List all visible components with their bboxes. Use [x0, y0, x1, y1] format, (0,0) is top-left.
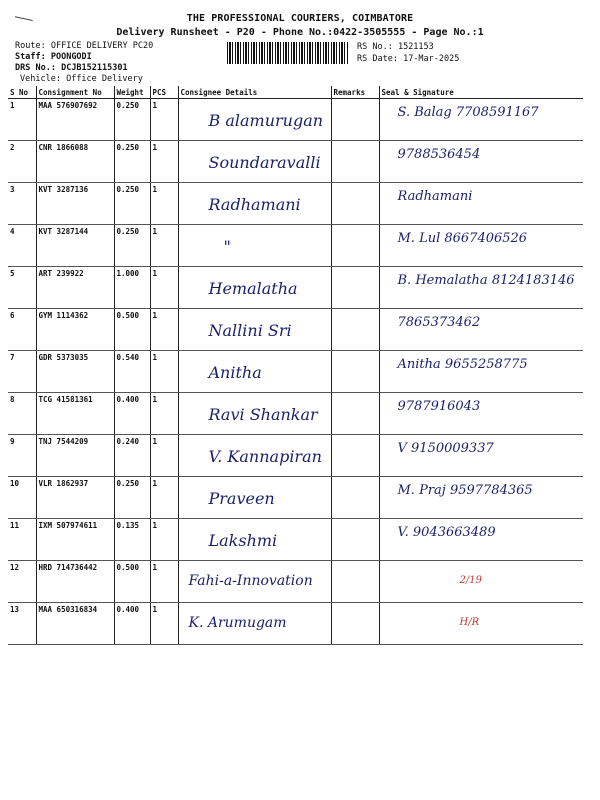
consignment-cell: MAA 650316834 [36, 603, 114, 645]
signature-cell [379, 351, 583, 393]
weight-cell: 0.400 [114, 393, 150, 435]
signature-handwritten: B. Hemalatha 8124183146 [397, 273, 575, 288]
consignee-handwritten: Nallini Sri [208, 321, 292, 340]
weight-cell: 0.250 [114, 183, 150, 225]
col-sno-header: S No [8, 86, 36, 99]
route-line [15, 41, 153, 51]
drs-line [15, 63, 128, 73]
route-label: Route: [15, 41, 46, 51]
remarks-cell [331, 603, 379, 645]
consignment-cell: CNR 1866088 [36, 141, 114, 183]
table-body [8, 99, 583, 645]
consignee-cell [178, 267, 331, 309]
pcs-cell: 1 [150, 561, 178, 603]
table-header-row [8, 86, 583, 99]
consignment-cell: KVT 3287136 [36, 183, 114, 225]
pcs-cell: 1 [150, 267, 178, 309]
consignee-cell [178, 393, 331, 435]
table-row [8, 183, 583, 225]
consignee-cell [178, 225, 331, 267]
consignment-cell: KVT 3287144 [36, 225, 114, 267]
pcs-cell: 1 [150, 519, 178, 561]
signature-cell [379, 435, 583, 477]
barcode-image [227, 42, 349, 64]
pcs-cell: 1 [150, 141, 178, 183]
table-row [8, 267, 583, 309]
consignee-handwritten: Radhamani [208, 195, 301, 214]
weight-cell: 0.500 [114, 309, 150, 351]
table-row [8, 99, 583, 141]
consignee-handwritten: V. Kannapiran [208, 447, 322, 466]
pcs-cell: 1 [150, 183, 178, 225]
sno-cell: 5 [8, 267, 36, 309]
signature-cell [379, 603, 583, 645]
runsheet-subtitle: Delivery Runsheet - P20 - Phone No.:0422-3505555 - Page No.:1 [116, 27, 484, 38]
remarks-cell [331, 309, 379, 351]
sno-cell: 10 [8, 477, 36, 519]
consignment-cell: MAA 576907692 [36, 99, 114, 141]
col-remarks-header: Remarks [331, 86, 379, 99]
weight-cell: 0.250 [114, 225, 150, 267]
weight-cell: 0.400 [114, 603, 150, 645]
consignee-cell [178, 141, 331, 183]
runsheet-table [8, 86, 583, 645]
pcs-cell: 1 [150, 351, 178, 393]
pcs-cell: 1 [150, 309, 178, 351]
remarks-cell [331, 393, 379, 435]
sno-cell: 12 [8, 561, 36, 603]
weight-cell: 0.250 [114, 141, 150, 183]
sno-cell: 4 [8, 225, 36, 267]
pcs-cell: 1 [150, 477, 178, 519]
remarks-cell [331, 561, 379, 603]
signature-cell [379, 561, 583, 603]
weight-cell: 0.500 [114, 561, 150, 603]
remarks-cell [331, 267, 379, 309]
sno-cell: 7 [8, 351, 36, 393]
signature-handwritten: H/R [459, 617, 480, 628]
consignee-cell [178, 561, 331, 603]
consignee-cell [178, 477, 331, 519]
table-row [8, 477, 583, 519]
consignee-handwritten: K. Arumugam [188, 615, 287, 631]
weight-cell: 0.240 [114, 435, 150, 477]
signature-handwritten: 2/19 [459, 575, 482, 586]
signature-cell [379, 225, 583, 267]
table-row [8, 603, 583, 645]
weight-cell: 0.135 [114, 519, 150, 561]
consignment-cell: IXM 507974611 [36, 519, 114, 561]
signature-cell [379, 141, 583, 183]
table-row [8, 225, 583, 267]
rs-date-value: 17-Mar-2025 [403, 54, 460, 64]
signature-handwritten: 9787916043 [397, 399, 481, 414]
weight-cell: 0.250 [114, 99, 150, 141]
table-row [8, 519, 583, 561]
consignment-cell: VLR 1862937 [36, 477, 114, 519]
weight-cell: 0.250 [114, 477, 150, 519]
signature-cell [379, 309, 583, 351]
rs-no-value: 1521153 [397, 42, 434, 52]
col-pcs-header: PCS [150, 86, 178, 99]
consignment-cell: TNJ 7544209 [36, 435, 114, 477]
signature-cell [379, 183, 583, 225]
signature-cell [379, 519, 583, 561]
consignee-handwritten: Praveen [208, 489, 275, 508]
signature-handwritten: V. 9043663489 [397, 525, 496, 540]
consignee-handwritten: Fahi-a-Innovation [188, 573, 313, 589]
rs-no-label: RS No.: [357, 42, 393, 52]
col-consignee-header: Consignee Details [178, 86, 331, 99]
consignee-handwritten: Lakshmi [208, 531, 278, 550]
staff-label: Staff: [15, 52, 46, 62]
weight-cell: 1.000 [114, 267, 150, 309]
consignment-cell: GDR 5373035 [36, 351, 114, 393]
consignee-cell [178, 99, 331, 141]
rs-date-label: RS Date: [357, 54, 398, 64]
remarks-cell [331, 225, 379, 267]
consignee-handwritten: Anitha [208, 363, 262, 382]
sno-cell: 1 [8, 99, 36, 141]
signature-handwritten: 9788536454 [397, 147, 481, 162]
table-row [8, 435, 583, 477]
consignee-cell [178, 519, 331, 561]
pcs-cell: 1 [150, 99, 178, 141]
table-row [8, 393, 583, 435]
sno-cell: 13 [8, 603, 36, 645]
remarks-cell [331, 99, 379, 141]
signature-handwritten: Radhamani [397, 189, 473, 204]
rs-date-line [357, 54, 459, 64]
consignee-cell [178, 183, 331, 225]
sno-cell: 6 [8, 309, 36, 351]
vehicle-label: Vehicle: [20, 74, 61, 84]
consignee-cell [178, 309, 331, 351]
sno-cell: 2 [8, 141, 36, 183]
col-signature-header: Seal & Signature [379, 86, 583, 99]
signature-handwritten: M. Praj 9597784365 [397, 483, 533, 498]
table-row [8, 561, 583, 603]
remarks-cell [331, 351, 379, 393]
table-row [8, 351, 583, 393]
consignment-cell: TCG 41581361 [36, 393, 114, 435]
staff-value: POONGODI [50, 52, 92, 62]
vehicle-line [20, 74, 143, 84]
staff-line [15, 52, 92, 62]
consignee-handwritten: Soundaravalli [208, 153, 321, 172]
route-value: OFFICE DELIVERY PC20 [50, 41, 154, 51]
sno-cell: 9 [8, 435, 36, 477]
sno-cell: 8 [8, 393, 36, 435]
remarks-cell [331, 183, 379, 225]
pcs-cell: 1 [150, 393, 178, 435]
vehicle-value: Office Delivery [66, 74, 143, 84]
col-consignment-header: Consignment No [36, 86, 114, 99]
consignment-cell: GYM 1114362 [36, 309, 114, 351]
signature-handwritten: 7865373462 [397, 315, 481, 330]
signature-cell [379, 267, 583, 309]
consignee-handwritten: " [223, 237, 231, 256]
pcs-cell: 1 [150, 603, 178, 645]
sno-cell: 11 [8, 519, 36, 561]
consignee-handwritten: B alamurugan [208, 111, 324, 130]
sno-cell: 3 [8, 183, 36, 225]
table-row [8, 141, 583, 183]
consignment-cell: HRD 714736442 [36, 561, 114, 603]
remarks-cell [331, 477, 379, 519]
signature-handwritten: S. Balag 7708591167 [397, 105, 539, 120]
signature-cell [379, 393, 583, 435]
remarks-cell [331, 435, 379, 477]
col-weight-header: Weight [114, 86, 150, 99]
signature-handwritten: M. Lul 8667406526 [397, 231, 528, 246]
weight-cell: 0.540 [114, 351, 150, 393]
drs-value: DCJB152115301 [61, 63, 128, 73]
signature-handwritten: V 9150009337 [397, 441, 494, 456]
consignee-cell [178, 351, 331, 393]
company-title: THE PROFESSIONAL COURIERS, COIMBATORE [186, 13, 414, 24]
consignee-handwritten: Ravi Shankar [208, 405, 318, 424]
signature-cell [379, 477, 583, 519]
consignment-cell: ART 239922 [36, 267, 114, 309]
drs-label: DRS No.: [15, 63, 56, 73]
pcs-cell: 1 [150, 435, 178, 477]
remarks-cell [331, 141, 379, 183]
signature-cell [379, 99, 583, 141]
pcs-cell: 1 [150, 225, 178, 267]
rs-no-line [357, 42, 434, 52]
signature-handwritten: Anitha 9655258775 [397, 357, 528, 372]
consignee-handwritten: Hemalatha [208, 279, 298, 298]
consignee-cell [178, 435, 331, 477]
consignee-cell [178, 603, 331, 645]
remarks-cell [331, 519, 379, 561]
table-row [8, 309, 583, 351]
